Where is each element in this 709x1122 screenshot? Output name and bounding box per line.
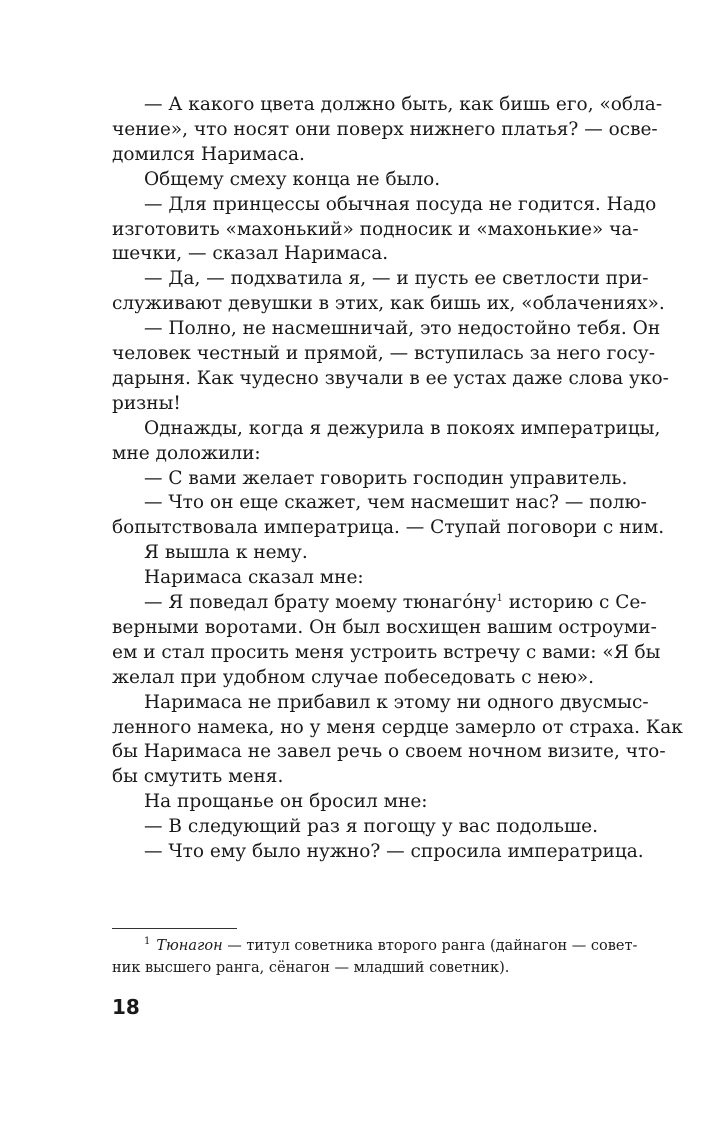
- text-line-content: Наримаса не прибавил к этому ни одного двусмыс-: [144, 691, 649, 713]
- text-line: [112, 118, 658, 142]
- text-line: [112, 716, 683, 740]
- text-line-content: бы смутить меня.: [112, 766, 284, 788]
- text-line: [112, 666, 621, 690]
- text-line: [112, 616, 657, 640]
- text-line-content: — Я поведал брату моему тюнагóну: [144, 592, 497, 613]
- text-line-content: — Что он еще скажет, чем насмешит нас? — полю-: [144, 492, 647, 514]
- text-line: [112, 691, 649, 715]
- text-line-content: На прощанье он бросил мне:: [144, 791, 428, 813]
- text-line: [112, 516, 665, 540]
- text-line-content: желал при удобном случае побеседовать с нею».: [112, 666, 594, 688]
- text-line-content: — Да, — подхватила я, — и пусть ее светлости при-: [144, 268, 649, 290]
- text-line-continuation: историю с Се-: [502, 592, 647, 613]
- text-line: [112, 840, 644, 864]
- text-line: [112, 765, 621, 789]
- page-number: 18: [112, 995, 140, 1019]
- footnote-line-2: ник высшего ранга, сёнагон — младший советник).: [112, 960, 510, 976]
- text-line: [112, 342, 655, 366]
- footnote-line-1: [112, 936, 638, 956]
- text-line-content: мне доложили:: [112, 442, 261, 464]
- footnote-text-1: — титул советника второго ранга (дайнагон — совет-: [222, 938, 638, 954]
- text-line: [112, 267, 649, 291]
- text-line-content: — В следующий раз я погощу у вас подольше.: [144, 816, 598, 838]
- text-line-content: ем и стал просить меня устроить встречу с вами: «Я бы: [112, 641, 661, 663]
- text-line: [112, 218, 639, 242]
- text-line: [112, 193, 657, 217]
- text-line: [112, 317, 661, 341]
- text-line-content: — Для принцессы обычная посуда не годится. Надо: [144, 193, 657, 215]
- text-line: [112, 591, 647, 615]
- text-line-content: Я вышла к нему.: [144, 542, 308, 564]
- text-line: [112, 168, 621, 192]
- text-line: [112, 541, 621, 565]
- text-line-content: человек честный и прямой, — вступилась за него госу-: [112, 343, 655, 364]
- text-line: [112, 740, 666, 764]
- text-line-content: служивают девушки в этих, как бишь их, «облачениях».: [112, 293, 665, 315]
- text-line: [112, 392, 621, 416]
- text-line: [112, 417, 661, 441]
- text-line-content: изготовить «махонький» подносик и «махонькие» ча-: [112, 218, 639, 240]
- text-line: [112, 93, 663, 117]
- text-line-content: бы Наримаса не завел речь о своем ночном визите, что-: [112, 741, 666, 763]
- text-line-content: дарыня. Как чудесно звучали в ее устах даже слова уко-: [112, 367, 669, 389]
- text-line-content: — Полно, не насмешничай, это недостойно тебя. Он: [144, 318, 661, 340]
- text-line: [112, 790, 621, 814]
- text-line-content: чение», что носят они поверх нижнего платья? — осве-: [112, 118, 658, 140]
- footnote-mark: 1: [144, 936, 151, 948]
- text-line-content: — Что ему было нужно? — спросила императрица.: [144, 841, 644, 862]
- text-line: [112, 566, 621, 590]
- text-line-content: — С вами желает говорить господин управитель.: [144, 467, 628, 489]
- text-line-content: верными воротами. Он был восхищен вашим остроуми-: [112, 616, 657, 638]
- text-line: [112, 242, 621, 266]
- text-line: [112, 467, 628, 491]
- text-line-content: Наримаса сказал мне:: [144, 567, 364, 589]
- text-line: [112, 367, 669, 391]
- footnote-divider: [112, 928, 237, 929]
- text-line-content: бопытствовала императрица. — Ступай поговори с ним.: [112, 517, 665, 539]
- footnote-term: Тюнагон: [156, 938, 223, 954]
- text-line-content: Однажды, когда я дежурила в покоях императрицы,: [144, 417, 661, 439]
- text-line-content: — А какого цвета должно быть, как бишь его, «обла-: [144, 94, 663, 115]
- text-line: [112, 143, 621, 167]
- text-line-content: домился Наримаса.: [112, 143, 305, 165]
- text-line: [112, 815, 621, 839]
- text-line: [112, 292, 665, 316]
- footnote-reference: 1: [496, 592, 503, 604]
- text-line: [112, 442, 621, 466]
- text-line-content: ленного намека, но у меня сердце замерло от страха. Как: [112, 716, 683, 738]
- text-line-content: Общему смеху конца не было.: [144, 168, 441, 190]
- text-line: [112, 641, 661, 665]
- text-line: [112, 491, 647, 515]
- text-line-content: шечки, — сказал Наримаса.: [112, 243, 389, 265]
- text-line-content: ризны!: [112, 392, 181, 414]
